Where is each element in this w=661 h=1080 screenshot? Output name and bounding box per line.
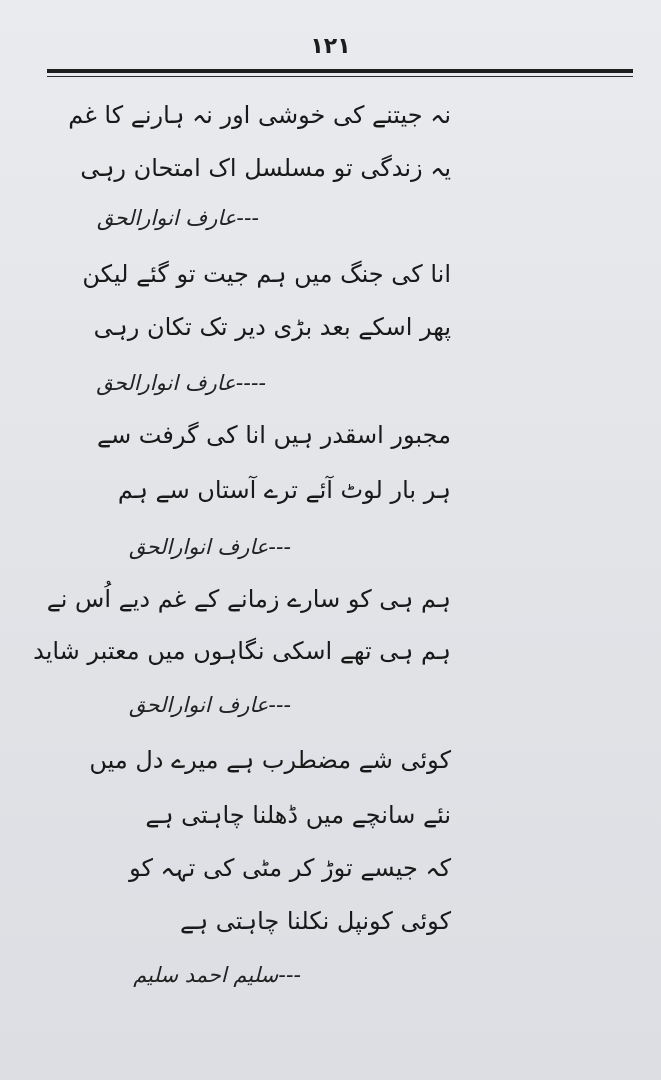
- verse-line: پھر اسکے بعد بڑی دیر تک تکان رہی: [93, 313, 451, 341]
- verse-line: انا کی جنگ میں ہم جیت تو گئے لیکن: [82, 260, 451, 288]
- verse-line: ہم ہی کو سارے زمانے کے غم دیے اُس نے: [46, 585, 451, 613]
- page-number: ۱۲۱: [310, 34, 351, 59]
- verse-line: ہم ہی تھے اسکی نگاہوں میں معتبر شاید: [33, 637, 451, 665]
- poet-signature: ---عارف انوارالحق: [128, 693, 291, 717]
- header-rule-thick: [47, 69, 633, 73]
- verse-line: کہ جیسے توڑ کر مٹی کی تہہ کو: [129, 854, 451, 882]
- verse-line: کوئی شے مضطرب ہے میرے دل میں: [89, 746, 451, 774]
- poet-signature: ---عارف انوارالحق: [96, 206, 259, 230]
- poet-signature: ---عارف انوارالحق: [128, 535, 291, 559]
- verse-line: مجبور اسقدر ہیں انا کی گرفت سے: [97, 421, 451, 449]
- poet-signature: ----عارف انوارالحق: [96, 371, 266, 395]
- verse-line: نہ جیتنے کی خوشی اور نہ ہارنے کا غم: [68, 101, 451, 129]
- verse-line: ہر بار لوٹ آئے ترے آستاں سے ہم: [117, 476, 451, 504]
- verse-line: کوئی کونپل نکلنا چاہتی ہے: [180, 907, 451, 935]
- header-rule-thin: [47, 76, 633, 77]
- poet-signature: ---سلیم احمد سلیم: [133, 963, 301, 987]
- verse-line: نئے سانچے میں ڈھلنا چاہتی ہے: [145, 801, 451, 829]
- verse-line: یہ زندگی تو مسلسل اک امتحان رہی: [80, 154, 451, 182]
